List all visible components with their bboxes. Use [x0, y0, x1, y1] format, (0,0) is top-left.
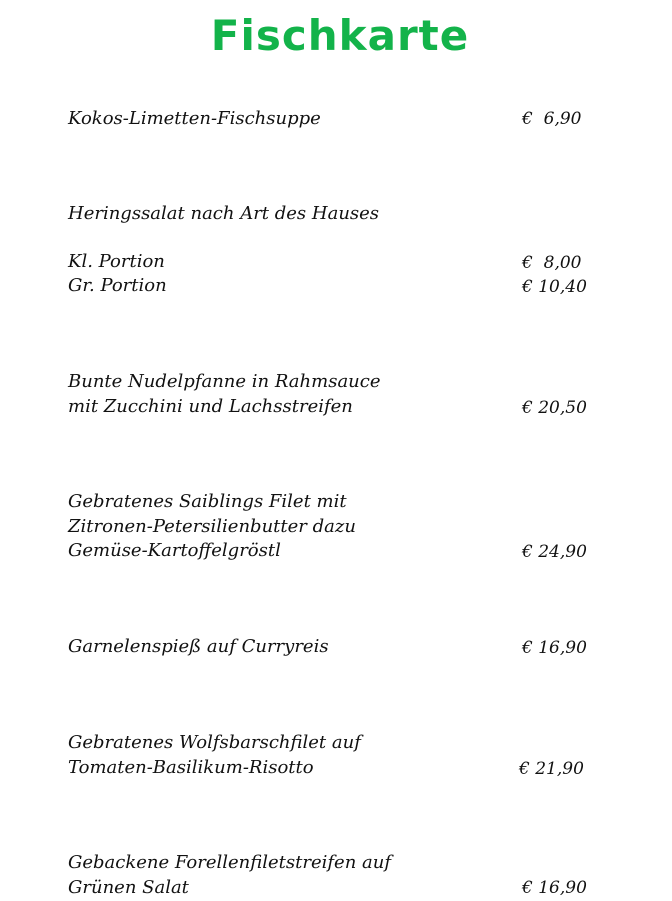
menu-item-name: Kokos-Limetten-Fischsuppe [68, 108, 321, 129]
menu-item-name: Grünen Salat [68, 877, 189, 898]
menu-item-price: € 21,90 [519, 759, 584, 779]
menu-item-name: Bunte Nudelpfanne in Rahmsauce [68, 371, 381, 392]
menu-item-name: Gr. Portion [68, 275, 167, 296]
menu-item-price: € 16,90 [522, 878, 587, 898]
menu-item-name: Kl. Portion [68, 251, 165, 272]
menu-item-name: Gebackene Forellenfiletstreifen auf [68, 852, 391, 873]
menu-item-name: Gebratenes Wolfsbarschfilet auf [68, 732, 361, 753]
menu-item-price: € 16,90 [522, 638, 587, 658]
menu-item-name: Gemüse-Kartoffelgröstl [68, 540, 281, 561]
menu-item-price: € 10,40 [522, 277, 587, 297]
menu-item-price: € 6,90 [522, 109, 582, 129]
menu-item-price: € 24,90 [522, 542, 587, 562]
menu-item-price: € 20,50 [522, 398, 587, 418]
menu-item-name: Tomaten-Basilikum-Risotto [68, 757, 314, 778]
page-title: Fischkarte [210, 11, 470, 60]
menu-item-name: mit Zucchini und Lachsstreifen [68, 396, 353, 417]
menu-item-name: Heringssalat nach Art des Hauses [68, 203, 380, 224]
menu-item-name: Gebratenes Saiblings Filet mit [68, 491, 347, 512]
menu-item-name: Garnelenspieß auf Curryreis [68, 636, 329, 657]
menu-item-name: Zitronen-Petersilienbutter dazu [68, 516, 356, 537]
menu-item-price: € 8,00 [522, 253, 582, 273]
